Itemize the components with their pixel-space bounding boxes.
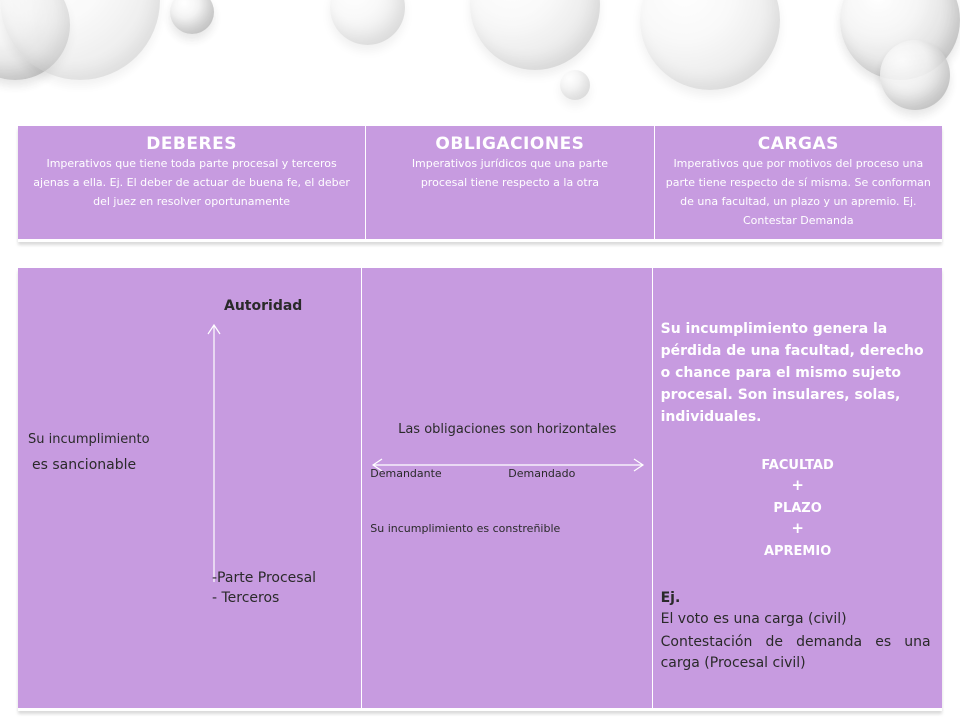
vertical-up-arrow-icon <box>206 322 222 584</box>
water-drop-decoration <box>880 40 950 110</box>
apremio-label: APREMIO <box>763 544 832 559</box>
cargas-cell <box>654 126 942 241</box>
voto-example: El voto es una carga (civil) <box>660 611 847 627</box>
deberes-detail-cell <box>18 268 362 710</box>
cargas-description: Imperativos que por motivos del proceso una parte tiene respecto de sí misma. Se conforman de una facultad, un plazo y un apremio. Ej. Contestar Demanda <box>665 157 931 227</box>
deberes-cell <box>18 126 366 241</box>
obligaciones-description: Imperativos jurídicos que una parte procesal tiene respecto a la otra <box>411 157 608 189</box>
cargas-title: CARGAS <box>757 134 839 154</box>
autoridad-label: Autoridad <box>224 298 303 314</box>
plazo-label: PLAZO <box>773 501 822 516</box>
categories-summary-table <box>18 126 942 242</box>
plus-sign-2: + <box>791 519 804 537</box>
water-drop-decoration <box>330 0 405 45</box>
plus-sign-1: + <box>791 476 804 494</box>
demandante-label: Demandante <box>370 467 442 480</box>
deberes-title: DEBERES <box>146 134 237 154</box>
categories-detail-table <box>18 268 942 711</box>
terceros-label: - Terceros <box>212 590 280 606</box>
deberes-description: Imperativos que tiene toda parte procesal y terceros ajenas a ella. Ej. El deber de actuar de buena fe, el deber del juez en resolver oportunamente <box>33 157 350 208</box>
facultad-label: FACULTAD <box>761 458 834 473</box>
water-drop-decoration <box>170 0 214 34</box>
obligaciones-title: OBLIGACIONES <box>435 134 585 154</box>
demandado-label: Demandado <box>508 467 576 480</box>
constrenible-text: Su incumplimiento es constreñible <box>370 522 561 535</box>
cargas-detail-cell <box>652 268 942 710</box>
example-label: Ej. <box>660 590 681 606</box>
incumplimiento-line-2: es sancionable <box>32 457 137 473</box>
water-drop-decoration <box>560 70 590 100</box>
parte-procesal-label: -Parte Procesal <box>212 570 317 586</box>
water-drop-decoration <box>640 0 780 90</box>
incumplimiento-line-1: Su incumplimiento <box>28 432 150 447</box>
water-drop-decoration <box>470 0 600 70</box>
contestacion-example: Contestación de demanda es una carga (Procesal civil) <box>660 634 931 671</box>
cargas-explanation: Su incumplimiento genera la pérdida de una facultad, derecho o chance para el mismo sujeto procesal. Son insulares, solas, individuales. <box>660 321 924 425</box>
obligaciones-cell <box>366 126 655 241</box>
obligaciones-detail-cell <box>362 268 652 710</box>
horizontales-text: Las obligaciones son horizontales <box>398 422 617 437</box>
